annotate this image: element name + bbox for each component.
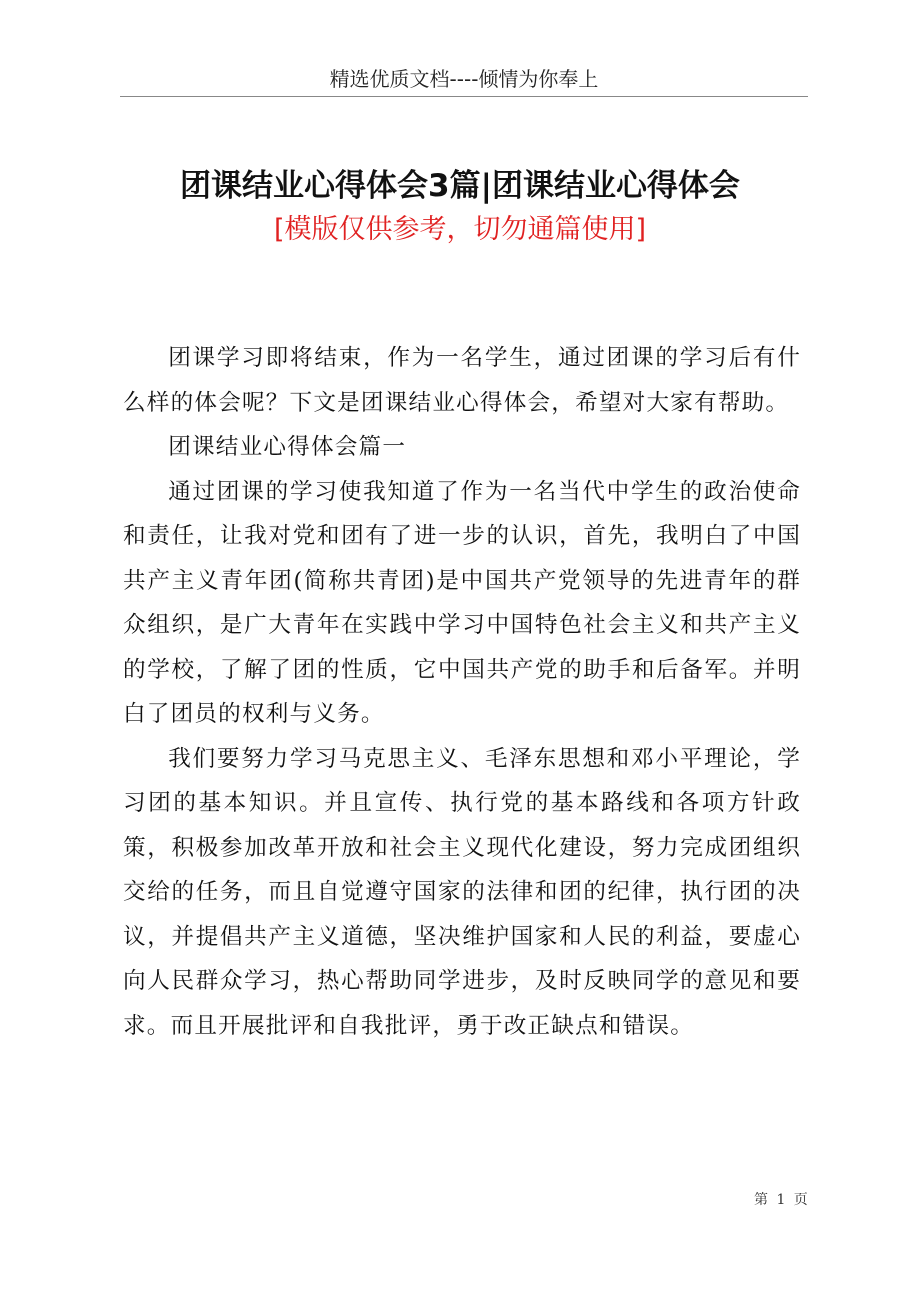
section-heading: 团课结业心得体会篇一	[168, 434, 407, 460]
intro-paragraph: 团课学习即将结束，作为一名学生，通过团课的学习后有什么样的体会呢？下文是团课结业心得体会，希望对大家有帮助。	[123, 345, 801, 416]
document-title: 团课结业心得体会3篇|团课结业心得体会	[180, 168, 740, 204]
page-number: 第 1 页	[754, 1192, 810, 1208]
page-header: 精选优质文档----倾情为你奉上	[329, 67, 599, 91]
body-paragraph: 通过团课的学习使我知道了作为一名当代中学生的政治使命和责任，让我对党和团有了进一步的认识，首先，我明白了中国共产主义青年团(简称共青团)是中国共产党领导的先进青年的群众组织，是广大青年在实践中学习中国特色社会主义和共产主义的学校，了解了团的性质，它中国共产党的助手和后备军。并明白了团员的权利与义务。	[123, 478, 801, 727]
body-paragraph: 我们要努力学习马克思主义、毛泽东思想和邓小平理论，学习团的基本知识。并且宣传、执行党的基本路线和各项方针政策，积极参加改革开放和社会主义现代化建设，努力完成团组织交给的任务，而且自觉遵守国家的法律和团的纪律，执行团的决议，并提倡共产主义道德，坚决维护国家和人民的利益，要虚心向人民群众学习，热心帮助同学进步，及时反映同学的意见和要求。而且开展批评和自我批评，勇于改正缺点和错误。	[123, 745, 801, 1039]
document-body	[123, 336, 801, 1048]
header-divider	[120, 96, 808, 97]
document-subtitle: [模版仅供参考，切勿通篇使用]	[273, 214, 647, 245]
